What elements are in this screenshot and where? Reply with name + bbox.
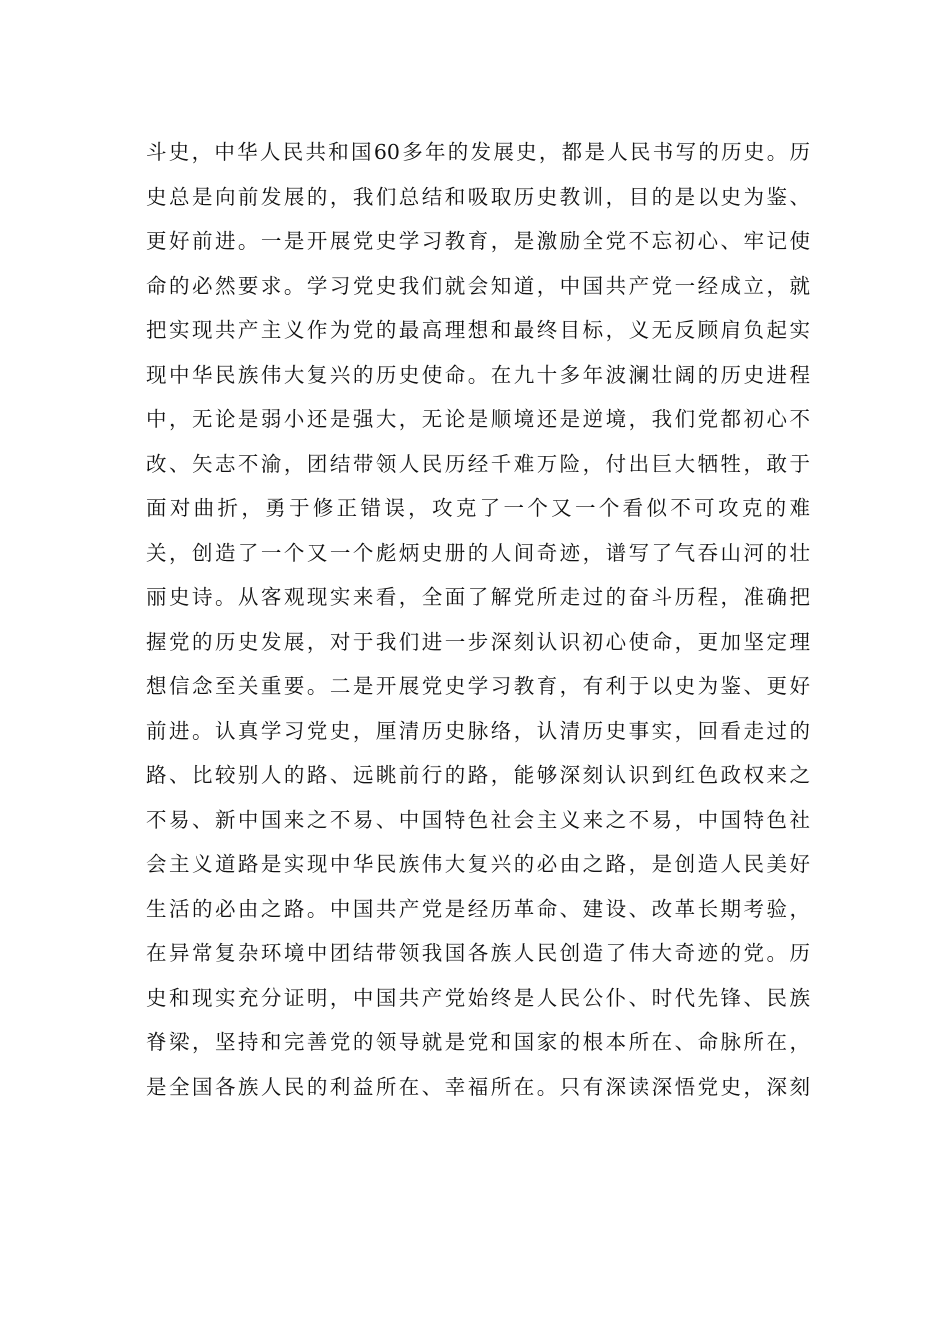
text-line: 现中华民族伟大复兴的历史使命。在九十多年波澜壮阔的历史进程 [146,362,810,387]
text-line: 脊梁，坚持和完善党的领导就是党和国家的根本所在、命脉所在， [146,1030,810,1054]
text-line: 改、矢志不渝，团结带领人民历经千难万险，付出巨大牺牲，敢于 [146,451,810,476]
text-line: 前进。认真学习党史，厘清历史脉络，认清历史事实，回看走过的 [146,718,810,743]
text-line: 握党的历史发展，对于我们进一步深刻认识初心使命，更加坚定理 [146,629,810,654]
text-line: 面对曲折，勇于修正错误，攻克了一个又一个看似不可攻克的难 [146,496,810,520]
text-line: 史总是向前发展的，我们总结和吸取历史教训，目的是以史为鉴、 [146,184,810,209]
text-line: 斗史，中华人民共和国60多年的发展史，都是人民书写的历史。历 [146,140,810,164]
text-line: 史和现实充分证明，中国共产党始终是人民公仆、时代先锋、民族 [146,985,810,1010]
text-line: 会主义道路是实现中华民族伟大复兴的必由之路，是创造人民美好 [146,852,810,876]
text-line: 是全国各族人民的利益所在、幸福所在。只有深读深悟党史，深刻 [146,1074,810,1099]
text-line: 路、比较别人的路、远眺前行的路，能够深刻认识到红色政权来之 [146,763,810,787]
text-line: 关，创造了一个又一个彪炳史册的人间奇迹，谱写了气吞山河的壮 [146,540,810,565]
text-line: 不易、新中国来之不易、中国特色社会主义来之不易，中国特色社 [146,807,810,832]
text-line: 中，无论是弱小还是强大，无论是顺境还是逆境，我们党都初心不 [146,407,810,431]
text-line: 把实现共产主义作为党的最高理想和最终目标，义无反顾肩负起实 [146,318,810,342]
body-text [146,130,810,1109]
text-line: 更好前进。一是开展党史学习教育，是激励全党不忘初心、牢记使 [146,229,810,253]
text-line: 丽史诗。从客观现实来看，全面了解党所走过的奋斗历程，准确把 [146,585,810,609]
text-line: 命的必然要求。学习党史我们就会知道，中国共产党一经成立，就 [146,273,810,298]
text-line: 想信念至关重要。二是开展党史学习教育，有利于以史为鉴、更好 [146,674,810,698]
text-line: 生活的必由之路。中国共产党是经历革命、建设、改革长期考验， [146,896,810,921]
text-line: 在异常复杂环境中团结带领我国各族人民创造了伟大奇迹的党。历 [146,941,810,965]
